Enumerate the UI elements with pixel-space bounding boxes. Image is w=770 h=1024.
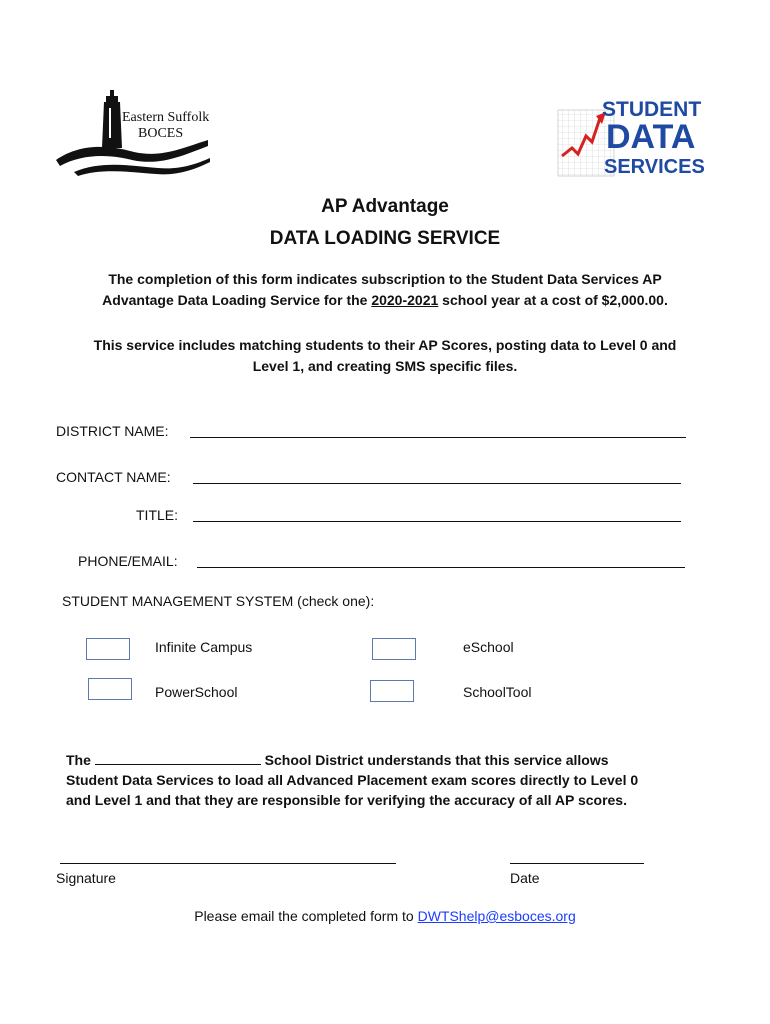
- statement-line2: Student Data Services to load all Advanced Placement exam scores directly to Level 0: [66, 772, 639, 788]
- schooltool-checkbox[interactable]: [370, 680, 414, 702]
- signature-field[interactable]: [60, 863, 396, 864]
- student-data-services-logo: [556, 96, 705, 184]
- eschool-checkbox[interactable]: [372, 638, 416, 660]
- logo-text-data: DATA: [606, 118, 696, 156]
- subscription-line2: [40, 290, 730, 311]
- infinite-campus-checkbox[interactable]: [86, 638, 130, 660]
- footer-text: Please email the completed form to: [194, 908, 418, 924]
- eastern-suffolk-boces-logo: [52, 88, 212, 180]
- district-blank-field[interactable]: [95, 752, 261, 765]
- signature-label: Signature: [56, 870, 116, 886]
- statement-line3: and Level 1 and that they are responsible for verifying the accuracy of all AP scores.: [66, 792, 627, 808]
- form-subtitle: DATA LOADING SERVICE: [269, 228, 501, 249]
- lighthouse-icon: [52, 88, 212, 180]
- phone-email-label: PHONE/EMAIL:: [78, 553, 178, 569]
- contact-name-field[interactable]: [193, 483, 681, 484]
- district-name-label: DISTRICT NAME:: [56, 423, 169, 439]
- logo-text-services: SERVICES: [604, 156, 705, 178]
- sms-heading: STUDENT MANAGEMENT SYSTEM (check one):: [62, 593, 375, 609]
- infinite-campus-label: Infinite Campus: [155, 639, 253, 655]
- statement-start: The: [66, 752, 95, 768]
- school-year: 2020-2021: [371, 292, 439, 308]
- date-field[interactable]: [510, 863, 644, 864]
- subscription-line1: The completion of this form indicates subscription to the Student Data Services AP: [108, 271, 662, 287]
- org-name-line1: Eastern Suffolk: [122, 110, 210, 125]
- form-title: AP Advantage: [321, 196, 449, 217]
- service-description: [40, 335, 730, 377]
- district-statement: [66, 750, 706, 810]
- date-label: Date: [510, 870, 540, 886]
- subscription-paragraph: [40, 269, 730, 311]
- eschool-label: eSchool: [463, 639, 514, 655]
- powerschool-label: PowerSchool: [155, 684, 238, 700]
- phone-email-field[interactable]: [197, 567, 685, 568]
- district-name-field[interactable]: [190, 437, 686, 438]
- logo-text-student: STUDENT: [602, 98, 702, 121]
- powerschool-checkbox[interactable]: [88, 678, 132, 700]
- footer-instruction: [0, 908, 770, 924]
- subscription-line2-end: school year at a cost of $2,000.00.: [438, 292, 668, 308]
- service-line1: This service includes matching students to their AP Scores, posting data to Level 0 and: [93, 337, 677, 353]
- email-link[interactable]: DWTShelp@esboces.org: [417, 908, 576, 924]
- statement-end: School District understands that this service allows: [260, 752, 609, 768]
- subscription-line2-start: Advantage Data Loading Service for the: [102, 292, 372, 308]
- org-name-line2: BOCES: [138, 126, 184, 141]
- contact-name-label: CONTACT NAME:: [56, 469, 171, 485]
- title-label: TITLE:: [136, 507, 179, 523]
- statement-line1: [66, 750, 706, 770]
- service-line2: Level 1, and creating SMS specific files.: [252, 358, 518, 374]
- schooltool-label: SchoolTool: [463, 684, 532, 700]
- title-field[interactable]: [193, 521, 681, 522]
